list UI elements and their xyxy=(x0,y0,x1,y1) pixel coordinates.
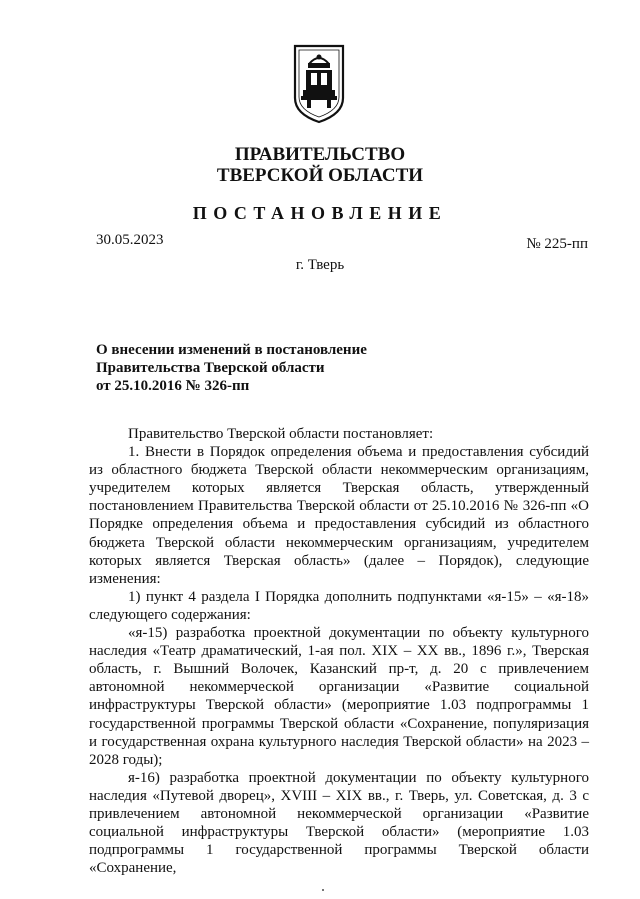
subject-line2: Правительства Тверской области xyxy=(96,360,325,376)
document-number: № 225-пп xyxy=(526,236,588,252)
scan-speck xyxy=(322,889,324,891)
body-paragraph-2: 1) пункт 4 раздела I Порядка дополнить подпунктами «я-15» – «я-18» следующего содержания: xyxy=(89,588,589,623)
org-name-line1: ПРАВИТЕЛЬСТВО xyxy=(234,144,406,165)
document-date: 30.05.2023 xyxy=(96,232,164,248)
body-paragraph-4: я-16) разработка проектной документации по объекту культурного наследия «Путевой дворец», XVIII – XIX вв., г. Тверь, ул. Советская, д. 3 с привлечением автономной некоммерческой организации «Развитие социальной инфраструктуры Тверской области» (мероприятие 1.03 подпрограммы 1 государственной программы Тверской области «Сохранение, xyxy=(89,769,589,877)
document-type: ПОСТАНОВЛЕНИЕ xyxy=(192,203,448,223)
tver-coat-of-arms-icon xyxy=(292,42,346,124)
document-city: г. Тверь xyxy=(295,257,345,273)
subject-line3: от 25.10.2016 № 326-пп xyxy=(96,378,250,394)
document-subject xyxy=(96,341,367,395)
document-body xyxy=(89,425,589,877)
org-name-line2: ТВЕРСКОЙ ОБЛАСТИ xyxy=(216,165,424,186)
subject-line1: О внесении изменений в постановление xyxy=(96,342,367,358)
body-paragraph-intro: Правительство Тверской области постановляет: xyxy=(128,426,434,442)
body-paragraph-1: 1. Внести в Порядок определения объема и предоставления субсидий из областного бюджета Тверской области некоммерческим организациям, учредителем которых является Тверская область, утвержденный постановлением Правительства Тверской области от 25.10.2016 № 326-пп «О Порядке определения объема и предоставления субсидий из областного бюджета Тверской области некоммерческим организациям, учредителем которых является Тверская область» (далее – Порядок), следующие изменения: xyxy=(89,444,589,587)
body-paragraph-3: «я-15) разработка проектной документации по объекту культурного наследия «Театр драматический, 1-ая пол. XIX – XX вв., 1896 г.», Тверская область, г. Вышний Волочек, Казанский пр-т, д. 20 с привлечением автономной некоммерческой организации «Развитие социальной инфраструктуры Тверской области» (мероприятие 1.03 подпрограммы 1 государственной программы Тверской области «Сохранение, популяризация и государственная охрана культурного наследия Тверской области» на 2023 – 2028 годы); xyxy=(89,625,589,768)
